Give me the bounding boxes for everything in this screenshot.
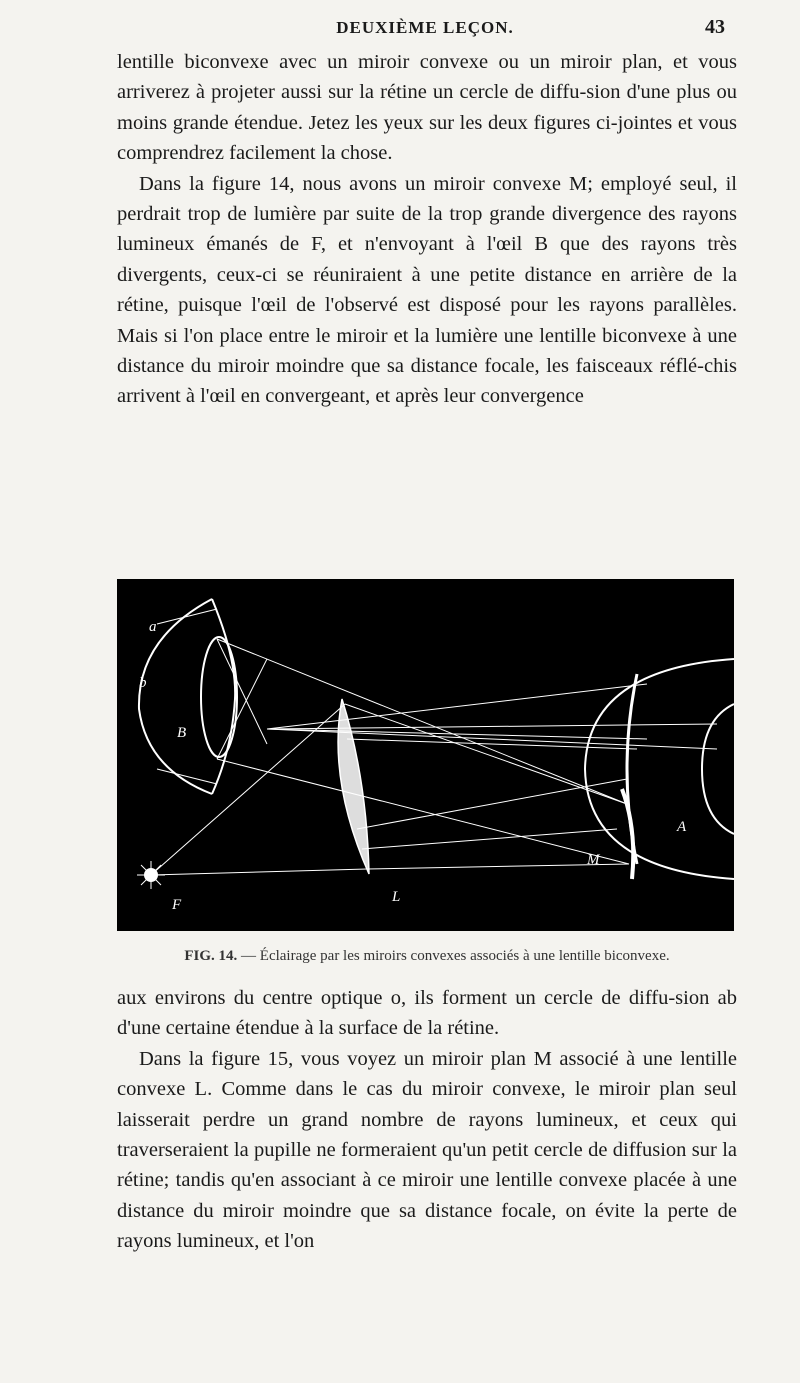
label-b: b bbox=[139, 675, 147, 691]
label-F: F bbox=[172, 897, 182, 913]
label-L: L bbox=[392, 889, 401, 905]
paragraph-1 bbox=[117, 47, 737, 412]
paragraph-2-continuation: aux environs du centre optique o, ils forment un cercle de diffu-sion ab d'une certaine étendue à la surface de la rétine. bbox=[117, 987, 737, 1040]
label-B: B bbox=[177, 725, 187, 741]
page-header bbox=[115, 12, 735, 46]
page-number: 43 bbox=[705, 16, 725, 38]
figure-caption bbox=[117, 948, 737, 965]
label-a: a bbox=[149, 619, 157, 635]
label-M: M bbox=[587, 852, 600, 868]
figure-14 bbox=[117, 579, 734, 931]
paragraph-1-text: lentille biconvexe avec un miroir convexe ou un miroir plan, et vous arriverez à projeter aussi sur la rétine un cercle de diffu-sion d'une plus ou moins grande étendue. Jetez les yeux sur les deux figures ci-jointes et vous comprendrez facilement la chose. bbox=[117, 51, 737, 165]
running-head: DEUXIÈME LEÇON. bbox=[336, 18, 514, 37]
caption-text: — Éclairage par les miroirs convexes associés à une lentille biconvexe. bbox=[241, 948, 670, 964]
caption-number: FIG. 14. bbox=[184, 948, 238, 964]
paragraph-3 bbox=[117, 983, 737, 1257]
label-A: A bbox=[677, 819, 687, 835]
paragraph-2-text: Dans la figure 14, nous avons un miroir convexe M; employé seul, il perdrait trop de lumière par suite de la trop grande divergence des rayons lumineux émanés de F, et n'envoyant à l'œil B que des rayons très divergents, ceux-ci se réuniraient à une petite distance en arrière de la rétine, puisque l'œil de l'observé est disposé pour les rayons parallèles. Mais si l'on place entre le miroir et la lumière une lentille biconvexe à une distance du miroir moindre que sa distance focale, les faisceaux réflé-chis arrivent à l'œil en convergeant, et après leur convergence bbox=[117, 172, 737, 408]
paragraph-3-text: Dans la figure 15, vous voyez un miroir plan M associé à une lentille convexe L. Comme dans le cas du miroir convexe, le miroir plan seul laisserait perdre un grand nombre de rayons lumineux, et ceux qui traverseraient la pupille ne formeraient qu'un petit cercle de diffusion sur la rétine; tandis qu'en associant à ce miroir une lentille convexe placée à une distance du miroir moindre que sa distance focale, on évite la perte de rayons lumineux, et l'on bbox=[117, 1047, 737, 1253]
optics-diagram bbox=[117, 579, 734, 931]
